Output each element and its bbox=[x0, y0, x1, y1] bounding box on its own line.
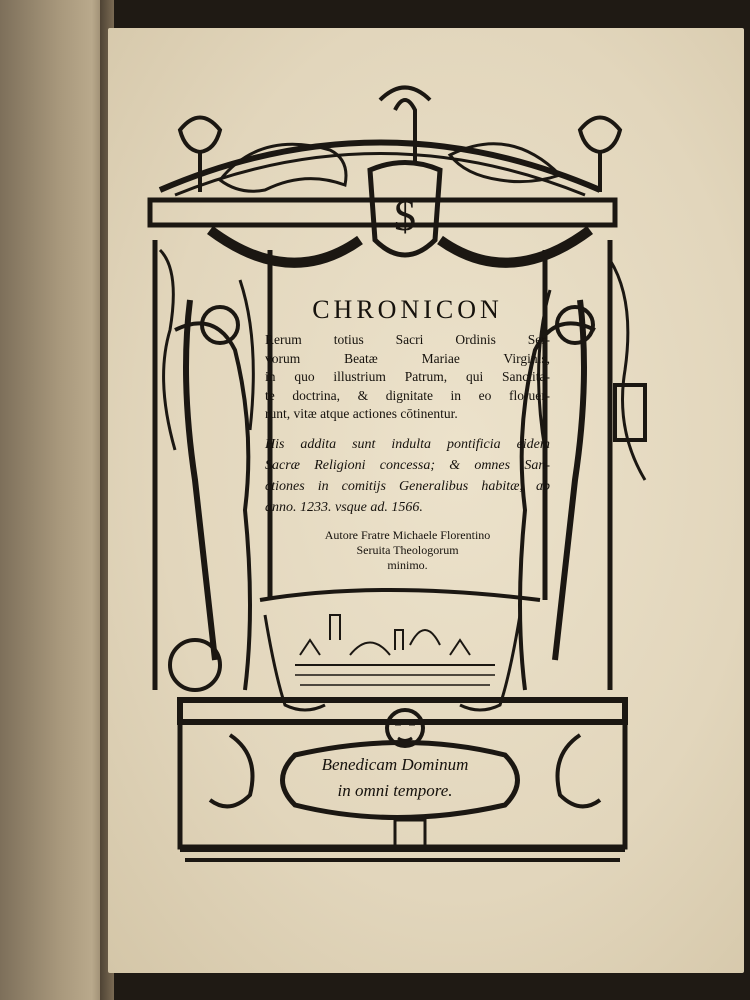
description-line: vorum Beatæ Mariae Virginis, bbox=[265, 350, 550, 366]
description-line: te doctrina, & dignitate in eo floruer- bbox=[265, 387, 550, 403]
book-title: CHRONICON bbox=[312, 295, 503, 324]
motto-line: Benedicam Dominum bbox=[321, 755, 469, 774]
author-line: Seruita Theologorum bbox=[356, 542, 459, 557]
description-line: runt, vitæ atque actiones cōtinentur. bbox=[265, 406, 458, 421]
author-line: Autore Fratre Michaele Florentino bbox=[324, 527, 491, 542]
motto-text bbox=[305, 752, 485, 804]
italic-line: ctiones in comitijs Generalibus habitæ, ab bbox=[265, 478, 550, 494]
italic-line: anno. 1233. vsque ad. 1566. bbox=[265, 499, 423, 515]
city-vignette bbox=[295, 615, 495, 685]
author-line: minimo. bbox=[387, 557, 428, 572]
crest-icon bbox=[370, 88, 440, 256]
description-line: in quo illustrium Patrum, qui Sanctita- bbox=[265, 369, 550, 384]
svg-text:$: $ bbox=[394, 191, 416, 240]
italic-line: Sacræ Religioni concessa; & omnes San- bbox=[265, 457, 550, 473]
left-caryatid-figure bbox=[160, 250, 253, 690]
description-line: Rerum totius Sacri Ordinis Ser- bbox=[265, 332, 550, 347]
title-text-block bbox=[265, 295, 550, 573]
italic-line: His addita sunt indulta pontificia eidem bbox=[265, 436, 550, 452]
motto-line: in omni tempore. bbox=[337, 781, 453, 800]
